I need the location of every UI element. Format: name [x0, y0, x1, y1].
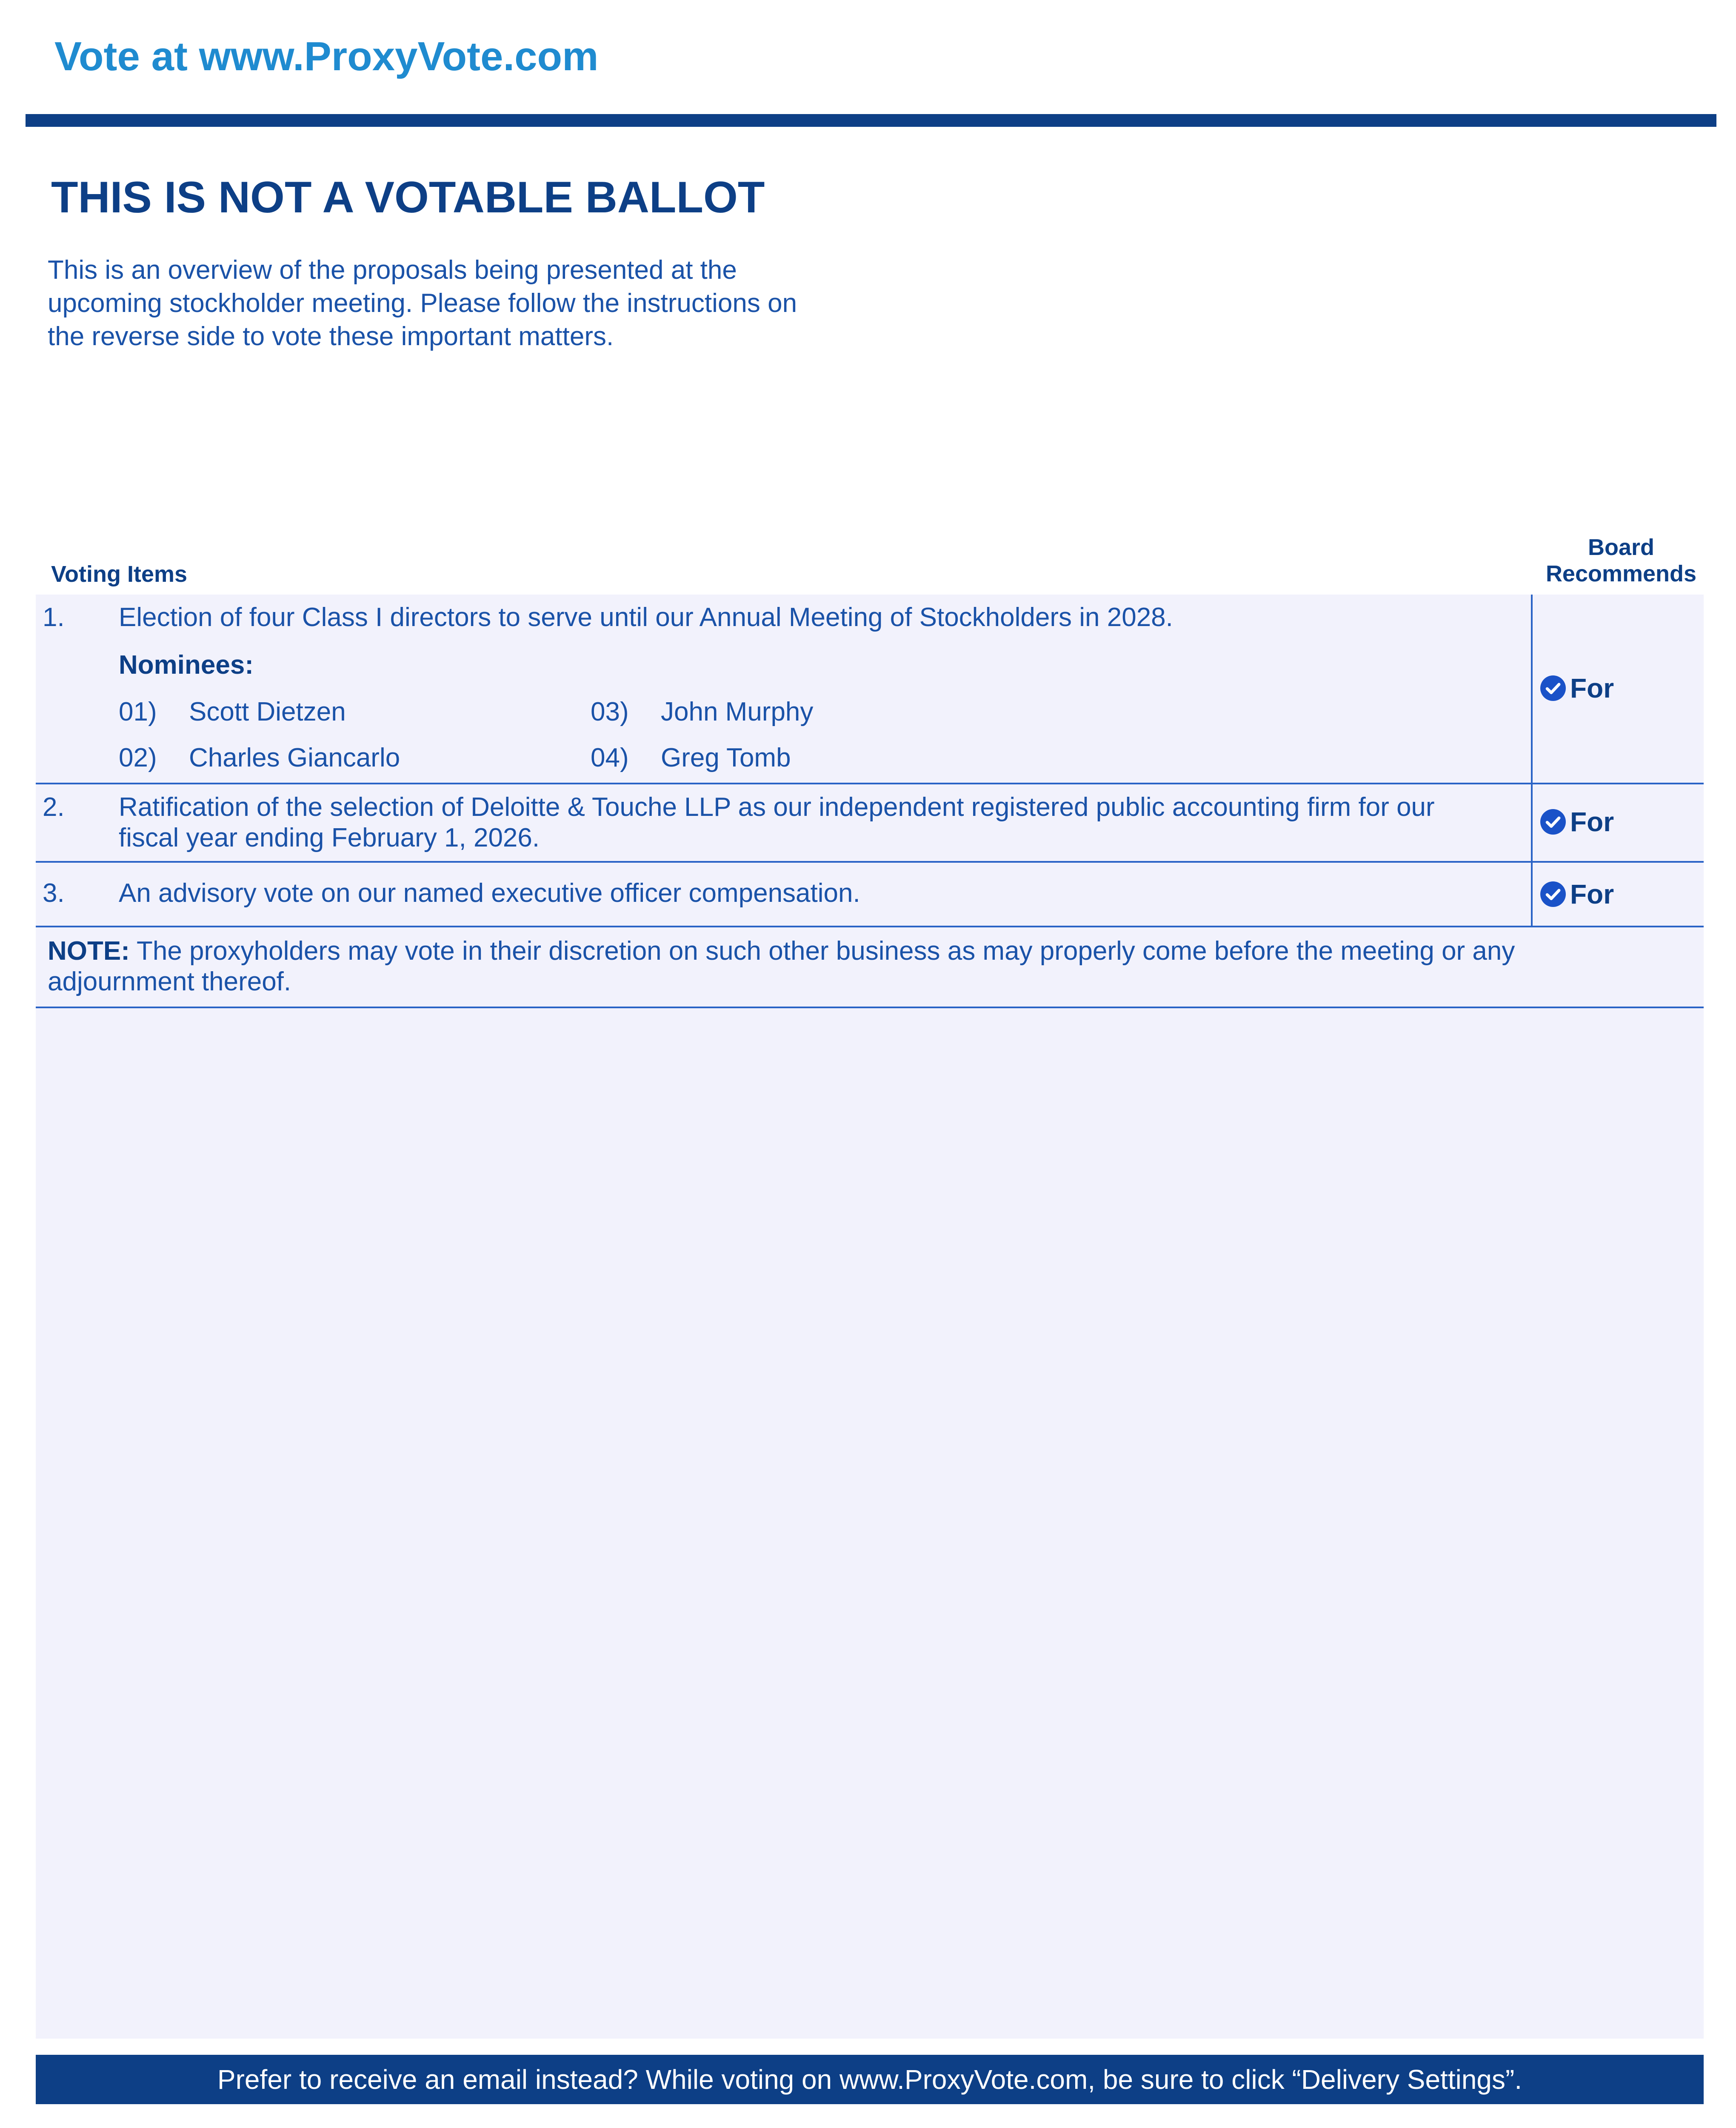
nominee: [119, 697, 346, 727]
column-divider: [1531, 595, 1533, 783]
note-row: [36, 927, 1704, 1008]
item-text-line: Ratification of the selection of Deloitte & Touche LLP as our independent registered public accounting firm for our: [119, 792, 1435, 822]
item-number: 1.: [43, 603, 65, 632]
nominee-name: John Murphy: [661, 697, 814, 726]
column-header-line: Recommends: [1545, 561, 1697, 586]
column-header-voting-items: Voting Items: [51, 561, 188, 587]
intro-line: the reverse side to vote these important matters.: [48, 322, 614, 351]
column-header-board-recommends: [1528, 534, 1715, 587]
nominee: [119, 743, 400, 773]
item-number: 2.: [43, 792, 65, 822]
check-circle-icon: [1540, 675, 1566, 701]
nominee: [591, 743, 791, 773]
intro-line: This is an overview of the proposals being presented at the: [48, 255, 737, 285]
footer-banner: [36, 2055, 1704, 2104]
intro-line: upcoming stockholder meeting. Please follow the instructions on: [48, 289, 797, 318]
column-divider: [1531, 784, 1533, 861]
item-text-line: fiscal year ending February 1, 2026.: [119, 823, 540, 852]
check-circle-icon: [1540, 809, 1566, 835]
intro-paragraph: [48, 254, 856, 353]
nominee-name: Greg Tomb: [661, 743, 791, 772]
note-line-2: adjournment thereof.: [48, 967, 291, 996]
vote-link-header[interactable]: Vote at www.ProxyVote.com: [54, 34, 599, 79]
note-text: [48, 936, 1690, 997]
board-recommendation: [1540, 805, 1668, 839]
nominee-number: 03): [591, 697, 629, 726]
nominee-name: Scott Dietzen: [189, 697, 346, 726]
note-line-1: The proxyholders may vote in their discretion on such other business as may properly come before the meeting or any: [136, 936, 1515, 966]
footer-text: Prefer to receive an email instead? While voting on www.ProxyVote.com, be sure to click “Delivery Settings”.: [217, 2064, 1522, 2095]
nominees-label: Nominees:: [119, 650, 254, 680]
recommendation-label: For: [1570, 879, 1614, 910]
recommendation-label: For: [1570, 673, 1614, 704]
board-recommendation: [1540, 671, 1668, 705]
item-text: Election of four Class I directors to serve until our Annual Meeting of Stockholders in 2028.: [119, 603, 1173, 632]
page-title: THIS IS NOT A VOTABLE BALLOT: [51, 173, 765, 222]
note-label: NOTE:: [48, 936, 130, 966]
column-divider: [1531, 863, 1533, 926]
item-text: [119, 792, 1540, 853]
nominee-number: 01): [119, 697, 157, 726]
nominee-number: 02): [119, 743, 157, 772]
nominee: [591, 697, 813, 727]
check-circle-icon: [1540, 881, 1566, 907]
note-line: [48, 936, 1690, 967]
voting-item-row-2: [36, 784, 1704, 863]
voting-item-row-1: [36, 595, 1704, 784]
voting-item-row-3: [36, 863, 1704, 927]
nominee-number: 04): [591, 743, 629, 772]
header-divider: [26, 114, 1716, 127]
recommendation-label: For: [1570, 807, 1614, 837]
nominee-name: Charles Giancarlo: [189, 743, 400, 772]
column-header-line: Board: [1588, 535, 1654, 560]
item-number: 3.: [43, 878, 65, 908]
item-text: An advisory vote on our named executive officer compensation.: [119, 878, 860, 908]
board-recommendation: [1540, 877, 1668, 911]
